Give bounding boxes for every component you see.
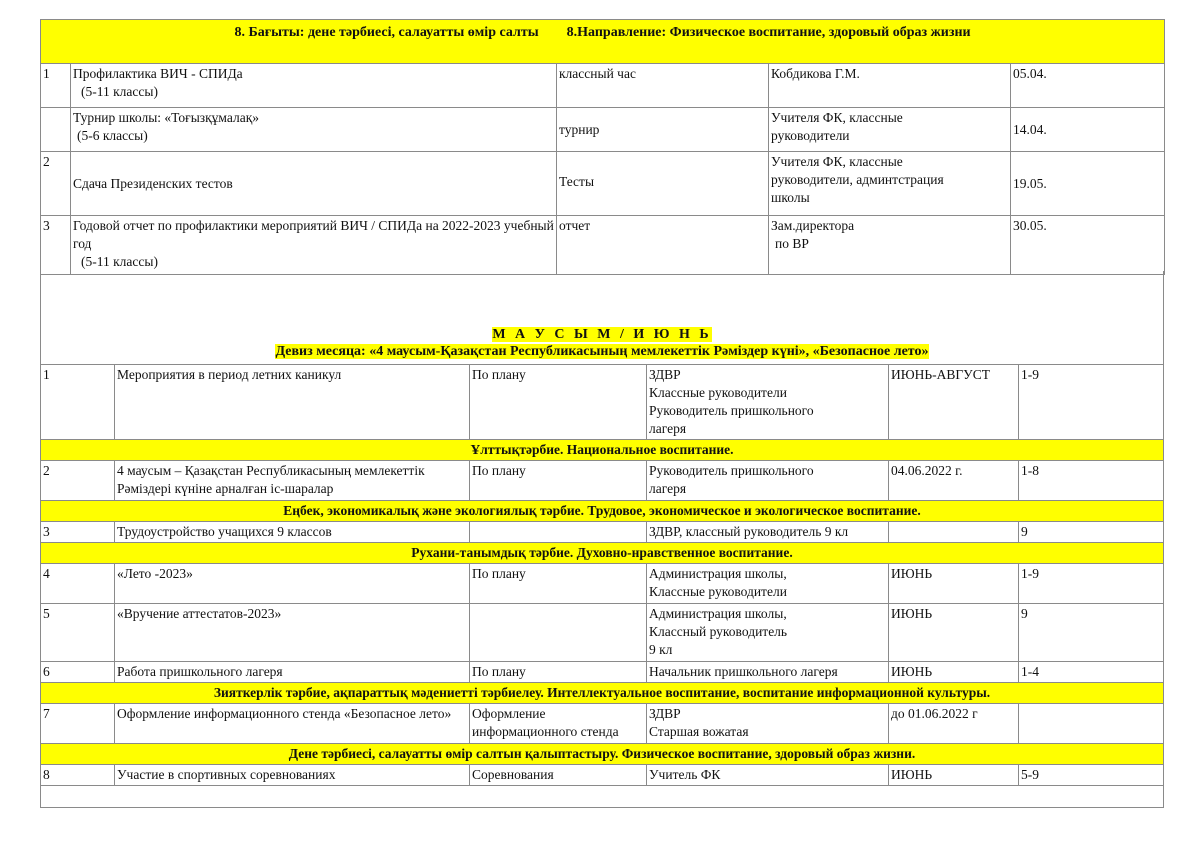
row-number: 4	[41, 564, 115, 604]
event-cell: Работа пришкольного лагеря	[115, 662, 470, 683]
event-cell	[71, 152, 557, 216]
table-row	[41, 365, 1164, 440]
responsible-cell	[769, 216, 1011, 275]
row-number: 2	[41, 152, 71, 216]
form-text: Тесты	[559, 174, 595, 189]
responsible-line: по ВР	[775, 236, 809, 251]
responsible-cell	[647, 662, 889, 683]
responsible-cell	[647, 461, 889, 501]
responsible-line: руководители, админтстрация	[771, 172, 944, 187]
section-row	[41, 501, 1164, 522]
empty-cell	[41, 786, 1164, 808]
responsible-line: Классные руководители	[649, 385, 787, 400]
responsible-line: Кобдикова Г.М.	[771, 66, 860, 81]
responsible-cell	[769, 152, 1011, 216]
responsible-cell	[647, 604, 889, 662]
date-cell: 19.05.	[1011, 152, 1165, 216]
date-cell: 04.06.2022 г.	[889, 461, 1019, 501]
responsible-cell	[647, 704, 889, 744]
date-cell: ИЮНЬ	[889, 564, 1019, 604]
row-number: 5	[41, 604, 115, 662]
grades-cell: 1-4	[1019, 662, 1164, 683]
table-row	[41, 704, 1164, 744]
date-cell: ИЮНЬ-АВГУСТ	[889, 365, 1019, 440]
form-cell: турнир	[557, 108, 769, 152]
grades-cell: 9	[1019, 604, 1164, 662]
event-title: Турнир школы: «Тоғызқұмалақ»	[73, 110, 260, 125]
event-cell	[71, 64, 557, 108]
section8-header-ru: 8.Направление: Физическое воспитание, здоровый образ жизни	[566, 25, 971, 40]
form-cell: По плану	[470, 564, 647, 604]
table-row	[41, 765, 1164, 786]
form-cell	[557, 152, 769, 216]
table-row	[41, 108, 1165, 152]
grades-cell: 1-9	[1019, 564, 1164, 604]
section-heading: Рухани-танымдық тәрбие. Духовно-нравственное воспитание.	[41, 543, 1164, 564]
grades-cell	[1019, 704, 1164, 744]
responsible-cell	[769, 108, 1011, 152]
grades-cell: 5-9	[1019, 765, 1164, 786]
section8-header	[41, 20, 1165, 64]
responsible-line: Администрация школы,	[649, 606, 787, 621]
table-row	[41, 152, 1165, 216]
responsible-line: лагеря	[649, 481, 687, 496]
date-cell: 30.05.	[1011, 216, 1165, 275]
table-row	[41, 564, 1164, 604]
responsible-line: Администрация школы,	[649, 566, 787, 581]
row-number: 7	[41, 704, 115, 744]
row-number: 3	[41, 522, 115, 543]
form-cell: Оформление информационного стенда	[470, 704, 647, 744]
responsible-line: ЗДВР	[649, 706, 681, 721]
section-heading: Еңбек, экономикалық және экологиялық тәрбие. Трудовое, экономическое и экологическое воспитание.	[41, 501, 1164, 522]
date-cell: 05.04.	[1011, 64, 1165, 108]
responsible-line: 9 кл	[649, 642, 673, 657]
table-row	[41, 64, 1165, 108]
event-cell: Участие в спортивных соревнованиях	[115, 765, 470, 786]
date-cell: ИЮНЬ	[889, 604, 1019, 662]
event-cell: 4 маусым – Қазақстан Республикасының мемлекеттік Рәміздері күніне арналған іс-шаралар	[115, 461, 470, 501]
form-cell: Соревнования	[470, 765, 647, 786]
table-row	[41, 522, 1164, 543]
event-grades: (5-11 классы)	[81, 254, 158, 269]
row-number: 6	[41, 662, 115, 683]
form-cell: По плану	[470, 662, 647, 683]
empty-row	[41, 786, 1164, 808]
section-row	[41, 744, 1164, 765]
responsible-cell	[647, 564, 889, 604]
table-row	[41, 604, 1164, 662]
responsible-line: ЗДВР	[649, 367, 681, 382]
responsible-line: школы	[771, 190, 810, 205]
table-row	[41, 216, 1165, 275]
responsible-line: Учитель ФК	[649, 767, 721, 782]
date-cell: 14.04.	[1011, 108, 1165, 152]
event-cell	[71, 216, 557, 275]
event-cell: «Вручение аттестатов-2023»	[115, 604, 470, 662]
responsible-line: Руководитель пришкольного	[649, 403, 814, 418]
form-cell	[470, 522, 647, 543]
form-cell: По плану	[470, 365, 647, 440]
responsible-cell	[647, 765, 889, 786]
grades-cell: 9	[1019, 522, 1164, 543]
event-grades: (5-11 классы)	[81, 84, 158, 99]
responsible-cell	[769, 64, 1011, 108]
event-cell	[71, 108, 557, 152]
month-heading-block	[40, 271, 1164, 365]
table-row	[41, 461, 1164, 501]
row-number: 3	[41, 216, 71, 275]
grades-cell: 1-9	[1019, 365, 1164, 440]
grades-cell: 1-8	[1019, 461, 1164, 501]
responsible-line: Учителя ФК, классные	[771, 154, 903, 169]
form-cell	[470, 604, 647, 662]
section-row	[41, 440, 1164, 461]
form-cell: классный час	[557, 64, 769, 108]
section-row	[41, 683, 1164, 704]
event-title: Годовой отчет по профилактики мероприятий ВИЧ / СПИДа на 2022-2023 учебный год	[73, 218, 554, 251]
section8-header-kz: 8. Бағыты: дене тәрбиесі, салауатты өмір салты	[234, 25, 539, 40]
month-title: М А У С Ы М / И Ю Н Ь	[492, 327, 712, 342]
event-cell: Трудоустройство учащихся 9 классов	[115, 522, 470, 543]
form-cell: отчет	[557, 216, 769, 275]
responsible-line: ЗДВР, классный руководитель 9 кл	[649, 524, 849, 539]
section-row	[41, 543, 1164, 564]
row-number: 1	[41, 64, 71, 108]
date-cell	[889, 522, 1019, 543]
responsible-line: Классные руководители	[649, 584, 787, 599]
section-heading: Дене тәрбиесі, салауатты өмір салтын қалыптастыру. Физическое воспитание, здоровый образ жизни.	[41, 744, 1164, 765]
section8-header-row	[41, 20, 1165, 64]
responsible-line: Учителя ФК, классные	[771, 110, 903, 125]
row-number: 1	[41, 365, 115, 440]
row-number: 8	[41, 765, 115, 786]
event-title: Сдача Президенских тестов	[73, 175, 233, 191]
section8-table	[40, 19, 1165, 275]
date-cell: ИЮНЬ	[889, 765, 1019, 786]
june-table	[40, 364, 1164, 808]
responsible-cell	[647, 522, 889, 543]
month-motto: Девиз месяца: «4 маусым-Қазақстан Республикасының мемлекеттік Рәміздер күні», «Безопасное лето»	[275, 344, 929, 359]
table-row	[41, 662, 1164, 683]
responsible-line: Зам.директора	[771, 218, 855, 233]
date-cell: до 01.06.2022 г	[889, 704, 1019, 744]
event-cell: Мероприятия в период летних каникул	[115, 365, 470, 440]
event-title: Профилактика ВИЧ - СПИДа	[73, 66, 243, 81]
section-heading: Зияткерлік тәрбие, ақпараттық мәдениетті тәрбиелеу. Интеллектуальное воспитание, воспитание информационной культуры.	[41, 683, 1164, 704]
form-cell: По плану	[470, 461, 647, 501]
row-number: 2	[41, 461, 115, 501]
responsible-line: Начальник пришкольного лагеря	[649, 664, 838, 679]
responsible-line: Руководитель пришкольного	[649, 463, 814, 478]
section-heading: Ұлттықтәрбие. Национальное воспитание.	[41, 440, 1164, 461]
month-heading	[41, 326, 1163, 360]
event-cell: Оформление информационного стенда «Безопасное лето»	[115, 704, 470, 744]
event-grades: (5-6 классы)	[77, 128, 148, 143]
row-number	[41, 108, 71, 152]
event-cell: «Лето -2023»	[115, 564, 470, 604]
responsible-cell	[647, 365, 889, 440]
responsible-line: Старшая вожатая	[649, 724, 749, 739]
responsible-line: руководители	[771, 128, 850, 143]
responsible-line: лагеря	[649, 421, 687, 436]
responsible-line: Классный руководитель	[649, 624, 788, 639]
date-cell: ИЮНЬ	[889, 662, 1019, 683]
